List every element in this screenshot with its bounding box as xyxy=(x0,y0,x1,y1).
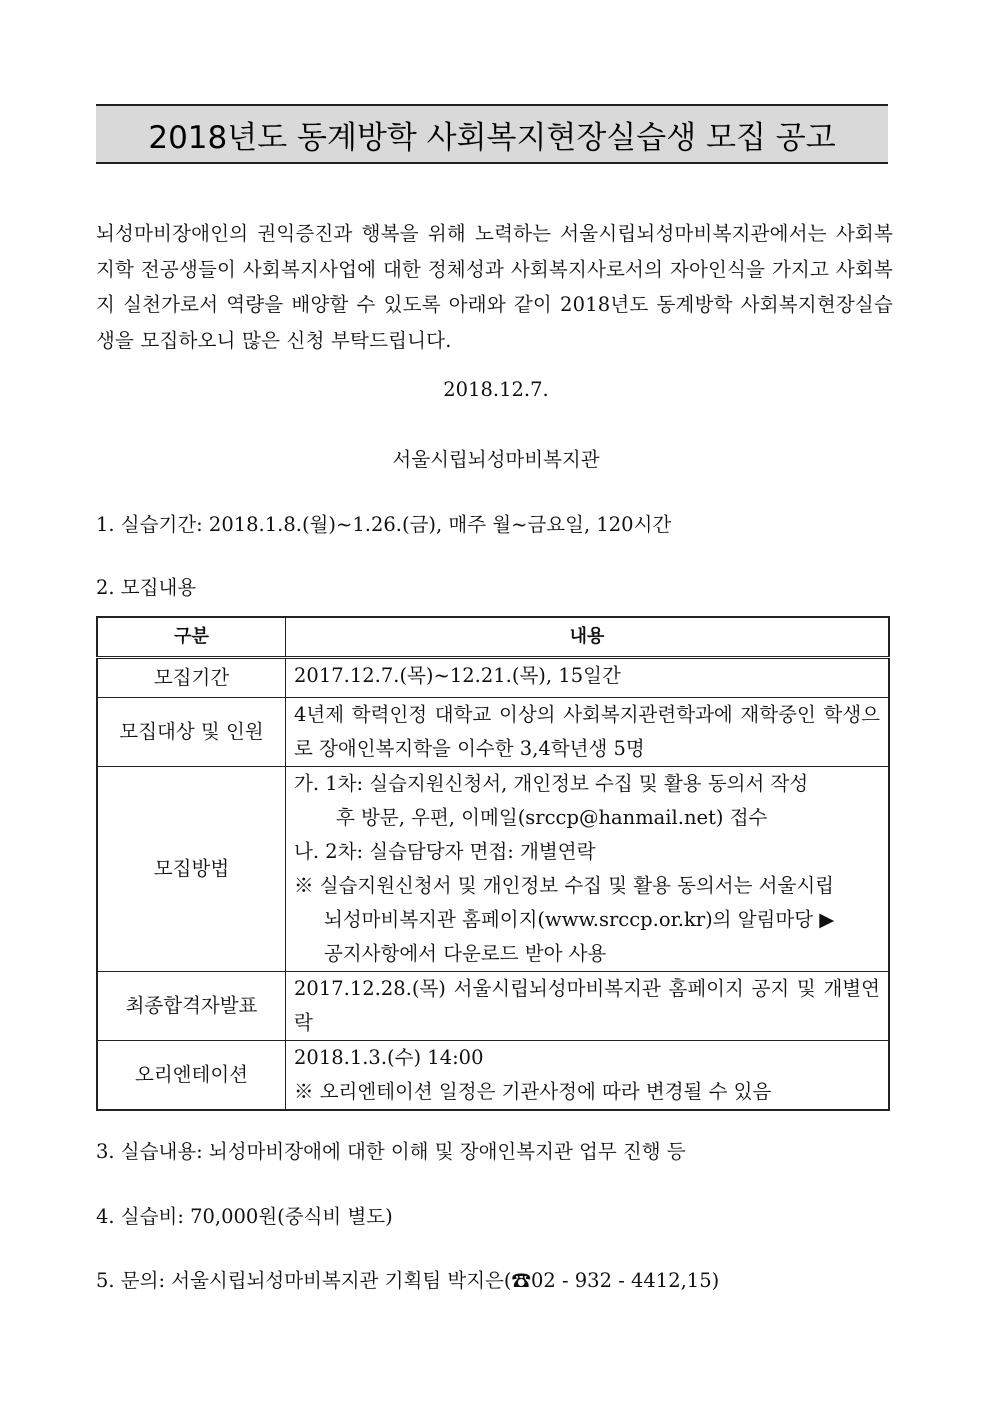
row-content xyxy=(286,658,890,698)
row-label: 오리엔테이션 xyxy=(97,1041,286,1111)
section-practice-period: 1. 실습기간: 2018.1.8.(월)~1.26.(금), 매주 월~금요일, 120시간 xyxy=(96,513,672,536)
row-content xyxy=(286,972,890,1041)
table-row xyxy=(97,972,889,1041)
table-header-row xyxy=(97,617,889,658)
table-row xyxy=(97,767,889,972)
organization-name: 서울시립뇌성마비복지관 xyxy=(392,448,600,471)
content-line: 나. 2차: 실습담당자 면접: 개별연락 xyxy=(294,840,596,863)
content-line: 가. 1차: 실습지원신청서, 개인정보 수집 및 활용 동의서 작성 xyxy=(294,772,809,795)
recruit-table xyxy=(96,616,890,1111)
content-line: 공지사항에서 다운로드 받아 사용 xyxy=(324,942,607,965)
content-line: 뇌성마비복지관 홈페이지(www.srccp.or.kr)의 알림마당 ▶ xyxy=(324,908,835,931)
header-content: 내용 xyxy=(286,617,890,658)
row-content xyxy=(286,698,890,767)
section-practice-content: 3. 실습내용: 뇌성마비장애에 대한 이해 및 장애인복지관 업무 진행 등 xyxy=(96,1140,686,1163)
intro-paragraph: 뇌성마비장애인의 권익증진과 행복을 위해 노력하는 서울시립뇌성마비복지관에서는 사회복지학 전공생들이 사회복지사업에 대한 정체성과 사회복지사로서의 자아인식을 가지고 사회복지 실천가로서 역량을 배양할 수 있도록 아래와 같이 2018년도 동계방학 사회복지현장실습생을 모집하오니 많은 신청 부탁드립니다. xyxy=(96,222,893,352)
header-category: 구분 xyxy=(97,617,286,658)
content-line: 2017.12.28.(목) 서울시립뇌성마비복지관 홈페이지 공지 및 개별연락 xyxy=(294,977,880,1034)
row-label: 모집기간 xyxy=(97,658,286,698)
content-line: 2018.1.3.(수) 14:00 xyxy=(294,1046,484,1069)
section-recruit-heading: 2. 모집내용 xyxy=(96,576,197,599)
section-practice-fee: 4. 실습비: 70,000원(중식비 별도) xyxy=(96,1205,393,1228)
notice-date: 2018.12.7. xyxy=(443,378,549,401)
content-line: ※ 오리엔테이션 일정은 기관사정에 따라 변경될 수 있음 xyxy=(294,1080,772,1103)
table-row xyxy=(97,658,889,698)
content-line: 2017.12.7.(목)~12.21.(목), 15일간 xyxy=(294,664,621,687)
row-content xyxy=(286,767,890,972)
table-row xyxy=(97,1041,889,1111)
row-label: 모집방법 xyxy=(97,767,286,972)
content-line: 4년제 학력인정 대학교 이상의 사회복지관련학과에 재학중인 학생으로 장애인복지학을 이수한 3,4학년생 5명 xyxy=(294,703,880,760)
row-label: 최종합격자발표 xyxy=(97,972,286,1041)
content-line: 후 방문, 우편, 이메일(srccp@hanmail.net) 접수 xyxy=(336,806,768,829)
content-line: ※ 실습지원신청서 및 개인정보 수집 및 활용 동의서는 서울시립 xyxy=(294,874,835,897)
table-row xyxy=(97,698,889,767)
page-title: 2018년도 동계방학 사회복지현장실습생 모집 공고 xyxy=(96,104,888,164)
row-label: 모집대상 및 인원 xyxy=(97,698,286,767)
row-content xyxy=(286,1041,890,1111)
section-contact: 5. 문의: 서울시립뇌성마비복지관 기획팀 박지은(☎02 - 932 - 4412,15) xyxy=(96,1269,720,1292)
